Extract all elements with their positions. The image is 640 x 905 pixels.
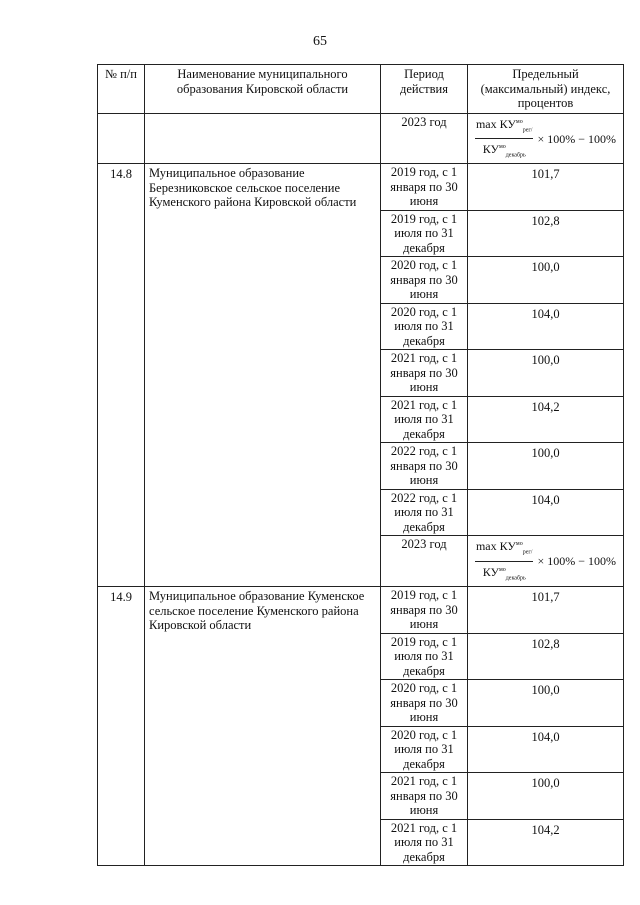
period-cell: 2020 год, с 1 июля по 31 декабря (381, 726, 468, 773)
municipality-name (145, 113, 381, 164)
formula-tail: × 100% − 100% (537, 131, 617, 146)
period-cell: 2019 год, с 1 июля по 31 декабря (381, 210, 468, 257)
formula-ku: КУ (482, 142, 499, 157)
index-value: 104,0 (468, 303, 624, 350)
index-formula (475, 537, 616, 586)
index-table (97, 64, 624, 866)
index-value: 104,2 (468, 396, 624, 443)
period-cell: 2021 год, с 1 января по 30 июня (381, 350, 468, 397)
index-value: 100,0 (468, 443, 624, 490)
row-number (98, 113, 145, 164)
formula-denominator (482, 139, 527, 163)
period-cell: 2020 год, с 1 июля по 31 декабря (381, 303, 468, 350)
formula-mo-den: мо (498, 567, 506, 574)
formula-cell (468, 113, 624, 164)
formula-reg: рег/ (522, 549, 533, 556)
formula-denominator (482, 562, 527, 586)
municipality-name: Муниципальное образование Березниковское сельское поселение Куменского района Кировской области (145, 164, 381, 587)
formula-mo-den: мо (498, 144, 506, 151)
index-value: 104,0 (468, 489, 624, 536)
index-value: 104,0 (468, 726, 624, 773)
index-value: 102,8 (468, 210, 624, 257)
index-value: 100,0 (468, 350, 624, 397)
period-cell: 2023 год (381, 113, 468, 164)
formula-ku: КУ (482, 565, 499, 580)
period-cell: 2021 год, с 1 июля по 31 декабря (381, 819, 468, 866)
formula-fraction (475, 115, 534, 164)
formula-numerator (475, 115, 534, 140)
formula-tail: × 100% − 100% (537, 554, 617, 569)
row-number: 14.9 (98, 587, 145, 866)
municipality-name: Муниципальное образование Куменское сельское поселение Куменского района Кировской области (145, 587, 381, 866)
formula-dec: декабрь (505, 152, 526, 159)
index-value: 100,0 (468, 773, 624, 820)
index-value: 100,0 (468, 257, 624, 304)
period-cell: 2019 год, с 1 июля по 31 декабря (381, 633, 468, 680)
formula-numerator (475, 537, 534, 562)
formula-dec: декабрь (505, 575, 526, 582)
table-row (98, 587, 624, 634)
table-row (98, 113, 624, 164)
formula-reg: рег/ (522, 126, 533, 133)
period-cell: 2019 год, с 1 января по 30 июня (381, 587, 468, 634)
page-number: 65 (313, 34, 327, 49)
header-row (98, 65, 624, 114)
period-cell: 2020 год, с 1 января по 30 июня (381, 257, 468, 304)
header-period: Период действия (381, 65, 468, 114)
period-cell: 2021 год, с 1 января по 30 июня (381, 773, 468, 820)
formula-max: max КУ (475, 116, 516, 131)
header-name: Наименование муниципального образования Кировской области (145, 65, 381, 114)
period-cell: 2023 год (381, 536, 468, 587)
index-value: 101,7 (468, 164, 624, 211)
index-value: 104,2 (468, 819, 624, 866)
formula-cell (468, 536, 624, 587)
index-formula (475, 115, 616, 164)
row-number: 14.8 (98, 164, 145, 587)
period-cell: 2021 год, с 1 июля по 31 декабря (381, 396, 468, 443)
table-body (98, 113, 624, 866)
period-cell: 2020 год, с 1 января по 30 июня (381, 680, 468, 727)
formula-mo: мо (515, 541, 523, 548)
formula-mo: мо (515, 118, 523, 125)
index-value: 101,7 (468, 587, 624, 634)
period-cell: 2022 год, с 1 июля по 31 декабря (381, 489, 468, 536)
period-cell: 2019 год, с 1 января по 30 июня (381, 164, 468, 211)
header-num: № п/п (98, 65, 145, 114)
table-row (98, 164, 624, 211)
header-index: Предельный (максимальный) индекс, процентов (468, 65, 624, 114)
index-value: 102,8 (468, 633, 624, 680)
formula-fraction (475, 537, 534, 586)
period-cell: 2022 год, с 1 января по 30 июня (381, 443, 468, 490)
formula-max: max КУ (475, 539, 516, 554)
index-value: 100,0 (468, 680, 624, 727)
